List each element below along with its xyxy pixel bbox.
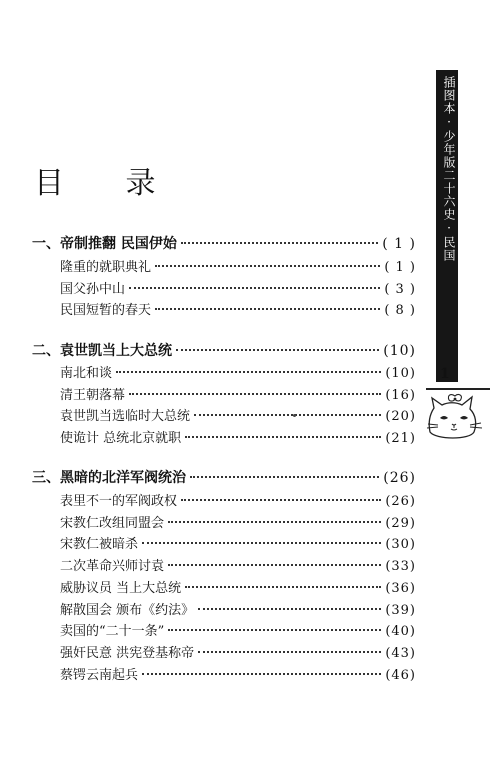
leader-dots [116,371,381,373]
toc-page-number: (21) [385,431,416,446]
toc-entry[interactable] [60,555,416,574]
toc-entry-title: 民国短暂的春天 [60,303,152,318]
toc-entry-title: 解散国会 颁布《约法》 [60,603,195,618]
toc-entry-title: 威胁议员 当上大总统 [60,581,182,596]
toc-entry[interactable] [60,299,416,318]
toc-page-number: (16) [385,388,416,403]
leader-dots [155,265,380,267]
toc-chapter[interactable] [32,340,416,360]
toc-page-number: (20) [385,409,416,424]
toc-entry[interactable] [60,533,416,552]
toc-entry-title: 使诡计 总统北京就职 [60,431,182,446]
toc-page-number: (29) [385,516,416,531]
toc-chapter-title: 一、帝制推翻 民国伊始 [32,236,177,252]
toc-page-number: ( 3 ) [384,282,416,297]
toc-chapter[interactable] [32,467,416,487]
toc-entry-title: 国父孙中山 [60,282,126,297]
scan-speck [293,414,296,417]
toc-page-number: (33) [385,559,416,574]
cartoon-cat-icon [424,392,486,444]
toc-entry[interactable] [60,490,416,509]
page-number: 1 [440,366,450,382]
leader-dots [198,608,381,610]
toc-page-number: (26) [383,470,416,486]
toc-entry[interactable] [60,512,416,531]
toc-entry-title: 隆重的就职典礼 [60,260,152,275]
toc-page-number: (36) [385,581,416,596]
toc-entry[interactable] [60,384,416,403]
toc-page-number: (26) [385,494,416,509]
toc-entry[interactable] [60,278,416,297]
leader-dots [168,521,381,523]
series-title: 插图本·少年版二十六史·民国 [442,76,456,262]
toc-page-number: (10) [383,343,416,359]
toc-entry-title: 宋教仁被暗杀 [60,537,139,552]
toc-entry[interactable] [60,577,416,596]
leader-dots [168,564,381,566]
leader-dots [142,542,381,544]
toc-page-number: (10) [385,366,416,381]
toc-page-number: ( 1 ) [384,260,416,275]
toc-entry-title: 蔡锷云南起兵 [60,668,139,683]
toc-chapter-title: 二、袁世凯当上大总统 [32,343,172,359]
leader-dots [168,629,381,631]
toc-entry-title: 清王朝落幕 [60,388,126,403]
leader-dots [176,349,379,351]
leader-dots [185,436,381,438]
toc-entry[interactable] [60,620,416,639]
toc-entry-title: 宋教仁改组同盟会 [60,516,165,531]
leader-dots [129,287,380,289]
toc-page-number: (39) [385,603,416,618]
leader-dots [181,499,381,501]
toc-page-number: (30) [385,537,416,552]
toc-entry[interactable] [60,256,416,275]
page-rule [426,388,490,390]
toc-entry[interactable] [60,405,416,424]
toc-page-number: ( 1 ) [382,236,416,252]
leader-dots [190,476,379,478]
toc-chapter[interactable] [32,233,416,253]
toc-page-number: ( 8 ) [384,303,416,318]
leader-dots [181,242,378,244]
toc-entry-title: 二次革命兴师讨袁 [60,559,165,574]
leader-dots [185,586,381,588]
toc-entry-title: 南北和谈 [60,366,113,381]
leader-dots [142,673,381,675]
toc-chapter-title: 三、黑暗的北洋军阀统治 [32,470,186,486]
page-title: 目 录 [34,166,182,201]
toc-entry[interactable] [60,599,416,618]
leader-dots [194,414,381,416]
toc-entry-title: 强奸民意 洪宪登基称帝 [60,646,195,661]
toc-entry-title: 表里不一的军阀政权 [60,494,178,509]
toc-entry-title: 卖国的“二十一条” [60,624,165,639]
toc-entry[interactable] [60,427,416,446]
toc-page-number: (46) [385,668,416,683]
leader-dots [198,651,381,653]
toc-page-number: (40) [385,624,416,639]
toc-entry-title: 袁世凯当选临时大总统 [60,409,191,424]
leader-dots [155,308,380,310]
toc-entry[interactable] [60,664,416,683]
toc-page-number: (43) [385,646,416,661]
leader-dots [129,393,381,395]
toc-entry[interactable] [60,642,416,661]
toc-entry[interactable] [60,362,416,381]
